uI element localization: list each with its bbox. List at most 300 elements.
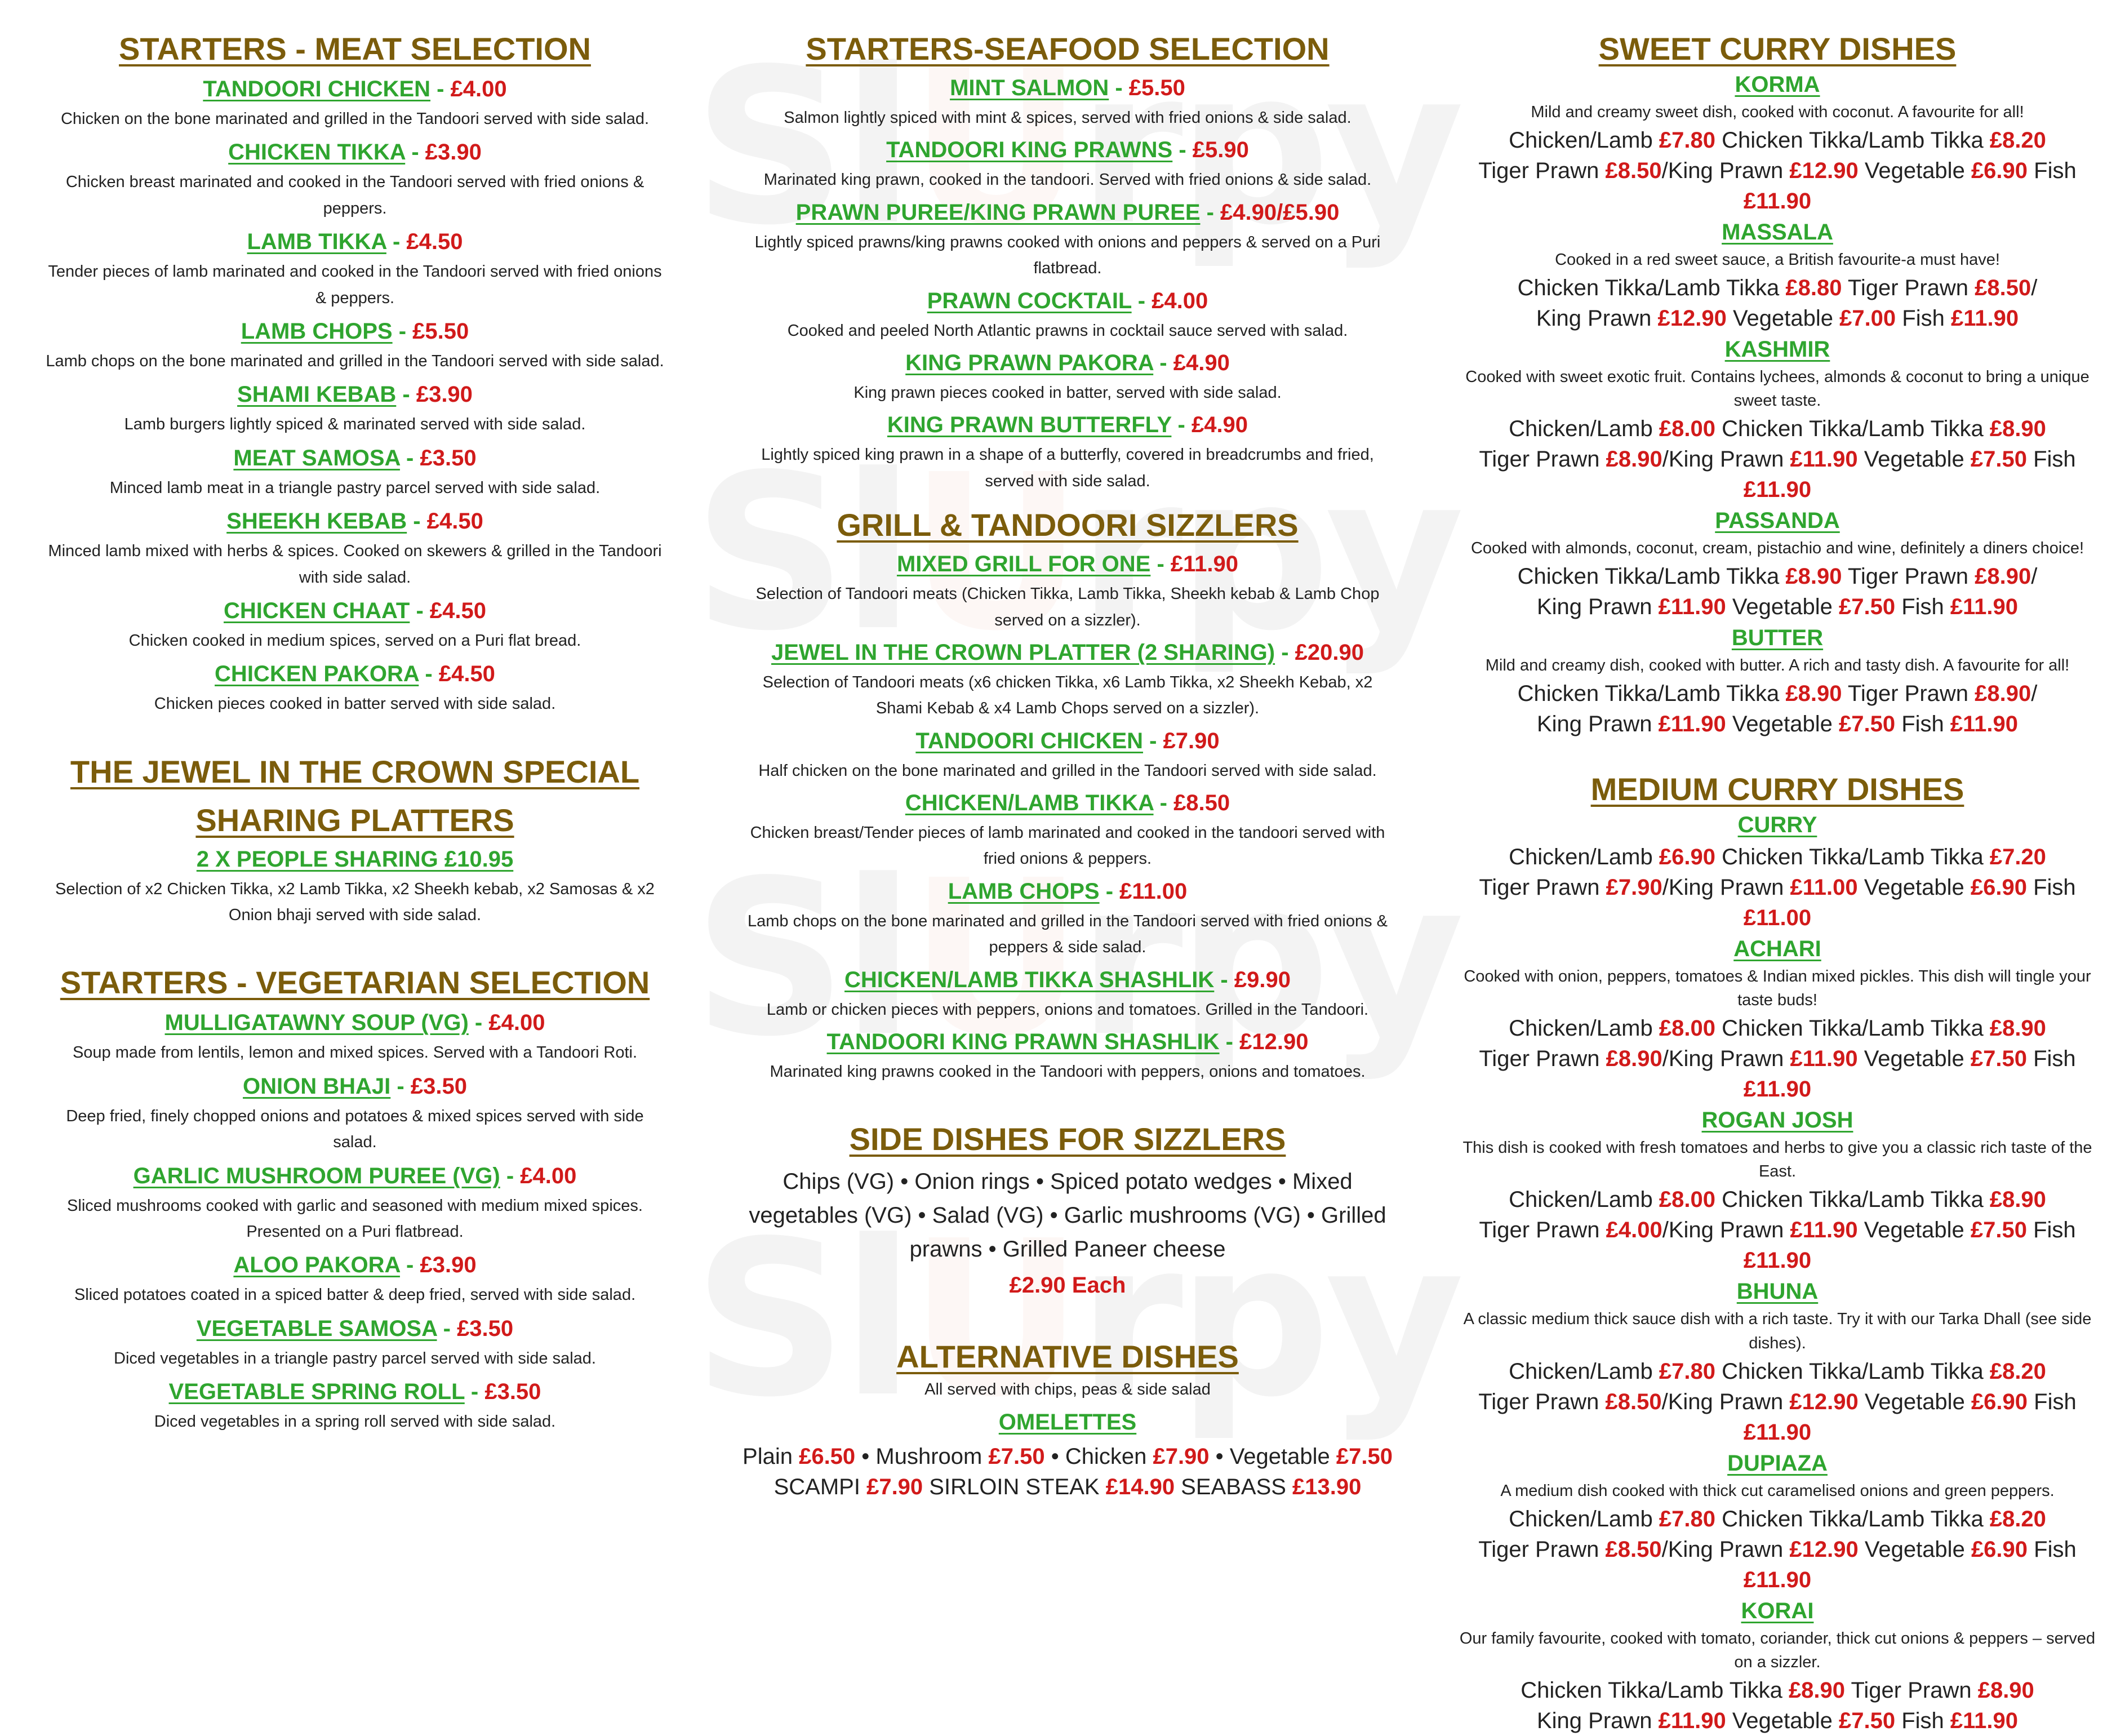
separator: - xyxy=(392,318,413,344)
price: £11.90 xyxy=(1950,712,2019,737)
price-line xyxy=(1442,444,2113,505)
item-description: Lamb burgers lightly spiced & marinated served with side salad. xyxy=(124,415,586,434)
price-label: /King Prawn xyxy=(1661,158,1790,184)
price: £8.20 xyxy=(1989,128,2046,153)
item-name: BHUNA xyxy=(1736,1279,1819,1304)
price: £8.50 xyxy=(1605,158,1662,184)
price: £13.90 xyxy=(1292,1474,1362,1499)
price-label: Tiger Prawn xyxy=(1478,1537,1606,1562)
price-label: Fish xyxy=(2026,1218,2076,1243)
price-line xyxy=(1442,1675,2113,1706)
separator: - xyxy=(500,1163,521,1188)
price: £8.50 xyxy=(1605,1537,1662,1562)
price: £6.50 xyxy=(799,1444,856,1469)
price-line xyxy=(1442,156,2113,216)
item-name: DUPIAZA xyxy=(1727,1450,1828,1476)
item-description: Minced lamb mixed with herbs & spices. Cooked on skewers & grilled in the Tandoori with side salad. xyxy=(48,542,662,587)
curry-item xyxy=(1442,219,2113,334)
item-price: £3.50 xyxy=(484,1379,541,1405)
menu-item xyxy=(23,228,687,311)
price-label: Fish xyxy=(2028,1537,2077,1562)
item-description: Diced vegetables in a spring roll served with side salad. xyxy=(154,1413,556,1431)
price-label: /King Prawn xyxy=(1662,447,1790,472)
price: £7.50 xyxy=(1970,447,2027,472)
price-label: Vegetable xyxy=(1858,1389,1971,1414)
price-line xyxy=(1442,872,2113,933)
price: £11.90 xyxy=(1743,189,1812,214)
section-title: STARTERS-SEAFOOD SELECTION xyxy=(806,31,1330,66)
price-label: Vegetable xyxy=(1857,875,1971,900)
price-label: • Chicken xyxy=(1044,1444,1153,1469)
price: £8.00 xyxy=(1659,1187,1715,1213)
price-label: /King Prawn xyxy=(1662,1046,1790,1072)
item-name: MIXED GRILL FOR ONE xyxy=(896,552,1151,577)
menu-column-left xyxy=(23,0,687,1503)
item-price: £4.00 xyxy=(450,77,507,101)
price: £8.90 xyxy=(1606,447,1662,472)
price-line xyxy=(1442,1706,2113,1736)
price-label: Vegetable xyxy=(1857,447,1971,472)
section-starters-seafood xyxy=(721,29,1414,494)
price: £8.80 xyxy=(1785,276,1842,301)
item-price: £4.00 xyxy=(520,1163,577,1188)
item-name: VEGETABLE SPRING ROLL xyxy=(168,1379,465,1405)
price-label: King Prawn xyxy=(1536,1708,1659,1733)
separator: - xyxy=(1099,878,1120,904)
item-price: £4.50 xyxy=(406,229,463,255)
price-label: /King Prawn xyxy=(1662,1218,1790,1243)
curry-item xyxy=(1442,1278,2113,1447)
item-name: PRAWN COCKTAIL xyxy=(927,288,1132,313)
price-label: Tiger Prawn xyxy=(1479,447,1606,472)
price-line xyxy=(1442,1387,2113,1448)
price: £7.20 xyxy=(1989,845,2046,870)
price-label: Tiger Prawn xyxy=(1478,158,1606,184)
price-label: / xyxy=(2031,564,2038,589)
menu-item xyxy=(721,199,1414,282)
item-name: TANDOORI KING PRAWNS xyxy=(886,137,1173,163)
item-description: Salmon lightly spiced with mint & spices, served with fried onions & side salad. xyxy=(784,109,1352,127)
price: £11.90 xyxy=(1790,447,1858,472)
item-description: Lightly spiced prawns/king prawns cooked with onions and peppers & served on a Puri flatbread. xyxy=(754,233,1381,278)
curry-item xyxy=(1442,935,2113,1104)
price: £8.50 xyxy=(1975,276,2031,301)
item-name: TANDOORI KING PRAWN SHASHLIK xyxy=(826,1029,1220,1055)
price: £12.90 xyxy=(1789,158,1859,184)
section-side-dishes xyxy=(721,1120,1414,1302)
item-name: OMELETTES xyxy=(998,1409,1137,1435)
separator: - xyxy=(1200,199,1221,225)
separator: - xyxy=(1214,967,1234,992)
separator: - xyxy=(1172,137,1193,163)
price-label: King Prawn xyxy=(1536,594,1659,620)
price: £11.90 xyxy=(1658,1708,1726,1733)
price-line xyxy=(1442,561,2113,592)
menu-column-right xyxy=(1442,0,2113,1733)
price: £12.90 xyxy=(1789,1389,1859,1414)
price-label: Chicken/Lamb xyxy=(1509,845,1659,870)
menu-item xyxy=(23,846,687,929)
item-name: LAMB CHOPS xyxy=(241,318,393,344)
item-list xyxy=(23,1009,687,1435)
curry-item xyxy=(1442,1107,2113,1276)
menu-item xyxy=(721,287,1414,344)
price: £12.90 xyxy=(1789,1537,1859,1562)
price: £7.50 xyxy=(988,1444,1045,1469)
section-sweet-curry xyxy=(1442,29,2113,739)
section-title: GRILL & TANDOORI SIZZLERS xyxy=(837,507,1299,543)
price-label: King Prawn xyxy=(1536,712,1659,737)
item-name: CHICKEN TIKKA xyxy=(228,140,406,165)
price-label: Chicken Tikka/Lamb Tikka xyxy=(1715,845,1990,870)
price: £7.90 xyxy=(866,1474,923,1499)
separator: - xyxy=(1153,350,1173,375)
menu-item xyxy=(721,966,1414,1023)
item-description: Chicken breast/Tender pieces of lamb marinated and cooked in the tandoori served with fried onions & peppers. xyxy=(750,824,1385,868)
section-subtitle: SHARING PLATTERS xyxy=(195,802,514,838)
menu-item xyxy=(23,660,687,717)
item-price: £11.90 xyxy=(1170,552,1239,577)
price-line xyxy=(1442,125,2113,156)
price-label: SIRLOIN STEAK xyxy=(923,1474,1106,1499)
separator: - xyxy=(1275,640,1295,665)
item-description: Cooked and peeled North Atlantic prawns in cocktail sauce served with salad. xyxy=(787,321,1348,340)
price-label: • Vegetable xyxy=(1209,1444,1336,1469)
price-label: / xyxy=(2031,681,2038,707)
price-label: / xyxy=(2031,276,2038,301)
price: £11.90 xyxy=(1790,1046,1858,1072)
item-name: TANDOORI CHICKEN xyxy=(203,77,431,101)
price-line xyxy=(1442,1215,2113,1276)
price: £8.90 xyxy=(1989,1016,2046,1041)
curry-item xyxy=(1442,71,2113,216)
item-description: Cooked in a red sweet sauce, a British favourite-a must have! xyxy=(1555,251,2000,269)
item-price: £9.90 xyxy=(1234,967,1291,992)
item-description: Chicken pieces cooked in batter served with side salad. xyxy=(154,695,556,713)
item-list xyxy=(721,550,1414,1085)
price: £11.90 xyxy=(1743,1419,1812,1445)
item-price: £8.50 xyxy=(1173,791,1230,816)
item-list xyxy=(1442,71,2113,739)
section-alternative-dishes xyxy=(721,1337,1414,1502)
item-name: SHAMI KEBAB xyxy=(237,382,397,407)
price: £11.90 xyxy=(1743,1567,1812,1592)
price-label: Fish xyxy=(1895,594,1950,620)
item-description: Chicken breast marinated and cooked in the Tandoori served with fried onions & peppers. xyxy=(65,173,644,217)
menu-item xyxy=(23,1162,687,1245)
price-line xyxy=(1442,842,2113,872)
price: £4.00 xyxy=(1606,1218,1662,1243)
item-name: JEWEL IN THE CROWN PLATTER (2 SHARING) xyxy=(771,640,1275,665)
price-line xyxy=(721,1472,1414,1502)
price: £8.20 xyxy=(1989,1506,2046,1531)
price: £6.90 xyxy=(1659,845,1715,870)
item-name: CHICKEN/LAMB TIKKA SHASHLIK xyxy=(844,967,1215,992)
menu-item xyxy=(721,411,1414,494)
price-line xyxy=(1442,1504,2113,1534)
menu-item xyxy=(23,1073,687,1156)
item-name: KING PRAWN BUTTERFLY xyxy=(887,412,1172,438)
item-description: Minced lamb meat in a triangle pastry parcel served with side salad. xyxy=(109,478,601,497)
price-label: Chicken Tikka/Lamb Tikka xyxy=(1715,1506,1990,1531)
price-label: Fish xyxy=(1895,1708,1950,1733)
separator: - xyxy=(1219,1029,1240,1055)
price-label: Vegetable xyxy=(1726,712,1839,737)
section-title: SIDE DISHES FOR SIZZLERS xyxy=(849,1121,1286,1157)
price: £8.90 xyxy=(1975,681,2031,707)
price: £7.50 xyxy=(1838,1708,1896,1733)
price: £11.90 xyxy=(1950,594,2019,620)
price-label: Chicken/Lamb xyxy=(1509,1358,1659,1384)
item-name: LAMB TIKKA xyxy=(247,229,386,255)
price: £7.50 xyxy=(1970,1218,2027,1243)
separator: - xyxy=(386,229,407,255)
section-grill-sizzlers xyxy=(721,505,1414,1085)
item-name: BUTTER xyxy=(1731,625,1824,651)
price-label: Fish xyxy=(2026,875,2076,900)
section-title: SWEET CURRY DISHES xyxy=(1598,31,1957,66)
price: £8.00 xyxy=(1659,416,1715,442)
item-price: £7.90 xyxy=(1163,728,1220,753)
section-starters-meat xyxy=(23,29,687,717)
price: £11.00 xyxy=(1790,875,1858,900)
price-label: Tiger Prawn xyxy=(1478,1389,1606,1414)
separator: - xyxy=(1153,791,1174,816)
menu-item xyxy=(23,597,687,654)
item-description: Deep fried, finely chopped onions and potatoes & mixed spices served with side salad. xyxy=(66,1107,644,1152)
item-name: CHICKEN CHAAT xyxy=(223,598,410,623)
separator: - xyxy=(1131,288,1152,313)
item-name: KASHMIR xyxy=(1724,337,1830,362)
price-label: Tiger Prawn xyxy=(1842,276,1975,301)
item-price: £5.50 xyxy=(1128,76,1185,100)
menu-item xyxy=(23,508,687,590)
price-line xyxy=(1442,1356,2113,1387)
price: £8.90 xyxy=(1785,564,1842,589)
price: £6.90 xyxy=(1971,1537,2028,1562)
section-medium-curry xyxy=(1442,770,2113,1735)
item-price: £3.90 xyxy=(425,140,482,165)
price-label: Fish xyxy=(2026,447,2076,472)
menu-item xyxy=(23,1009,687,1065)
price-label: Fish xyxy=(1895,712,1950,737)
menu-item xyxy=(721,789,1414,872)
price-label: /King Prawn xyxy=(1661,1537,1790,1562)
price-label: Fish xyxy=(2028,1389,2077,1414)
item-price: £4.50 xyxy=(438,661,495,687)
item-name: MEAT SAMOSA xyxy=(233,445,400,470)
item-description: A classic medium thick sauce dish with a rich taste. Try it with our Tarka Dhall (see side dishes). xyxy=(1463,1310,2092,1352)
price-label: Chicken Tikka/Lamb Tikka xyxy=(1715,1358,1990,1384)
item-description: A medium dish cooked with thick cut caramelised onions and green peppers. xyxy=(1500,1481,2055,1500)
item-name: GARLIC MUSHROOM PUREE (VG) xyxy=(133,1163,500,1188)
price: £6.90 xyxy=(1971,1389,2028,1414)
side-dishes-price: £2.90 Each xyxy=(1009,1273,1126,1298)
item-name: CURRY xyxy=(1737,812,1817,838)
price: £11.90 xyxy=(1658,712,1726,737)
price: £8.50 xyxy=(1605,1389,1662,1414)
price-label: Tiger Prawn xyxy=(1479,1218,1606,1243)
item-description: Cooked with almonds, coconut, cream, pistachio and wine, definitely a diners choice! xyxy=(1470,539,2084,558)
price-label: Vegetable xyxy=(1857,1046,1971,1072)
item-price: £4.50 xyxy=(426,509,483,534)
item-price: £12.90 xyxy=(1239,1029,1309,1055)
item-list xyxy=(721,74,1414,494)
price-label: Vegetable xyxy=(1726,306,1840,331)
item-name: 2 X PEOPLE SHARING £10.95 xyxy=(196,846,514,872)
item-name: ROGAN JOSH xyxy=(1701,1108,1853,1133)
section-title: STARTERS - MEAT SELECTION xyxy=(119,31,591,66)
price-label: Tiger Prawn xyxy=(1845,1677,1978,1703)
price-line xyxy=(1442,1184,2113,1215)
price: £7.80 xyxy=(1659,1358,1715,1384)
separator: - xyxy=(468,1010,489,1036)
separator: - xyxy=(390,1073,411,1099)
item-name: VEGETABLE SAMOSA xyxy=(196,1316,437,1341)
price: £7.50 xyxy=(1838,594,1896,620)
price: £8.90 xyxy=(1977,1677,2034,1703)
price: £11.90 xyxy=(1950,306,2019,331)
price-label: Vegetable xyxy=(1858,158,1971,184)
separator: - xyxy=(437,1316,457,1341)
price: £11.00 xyxy=(1743,905,1812,931)
side-dishes-list: Chips (VG) • Onion rings • Spiced potato wedges • Mixed vegetables (VG) • Salad (VG) • Garlic mushrooms (VG) • Grilled prawns • Grilled Paneer cheese xyxy=(749,1169,1386,1262)
price-label: Fish xyxy=(2026,1046,2076,1072)
separator: - xyxy=(407,509,427,534)
price-line xyxy=(1442,414,2113,444)
menu-item xyxy=(23,1251,687,1308)
item-price: £4.90/£5.90 xyxy=(1220,199,1340,225)
price: £11.90 xyxy=(1743,1077,1812,1102)
item-price: £4.50 xyxy=(429,598,486,623)
price-label: Chicken/Lamb xyxy=(1509,1016,1659,1041)
price: £8.90 xyxy=(1788,1677,1846,1703)
separator: - xyxy=(399,445,420,470)
menu-column-middle xyxy=(721,0,1414,1503)
section-starters-veg xyxy=(23,963,687,1435)
item-price: £4.00 xyxy=(488,1010,545,1036)
curry-item xyxy=(1442,507,2113,622)
item-description: Lamb or chicken pieces with peppers, onions and tomatoes. Grilled in the Tandoori. xyxy=(766,1000,1369,1019)
price: £8.90 xyxy=(1975,564,2031,589)
price: £11.90 xyxy=(1743,1248,1812,1273)
item-description: Cooked with onion, peppers, tomatoes & Indian mixed pickles. This dish will tingle your taste buds! xyxy=(1464,967,2091,1010)
item-description: Soup made from lentils, lemon and mixed spices. Served with a Tandoori Roti. xyxy=(72,1044,638,1062)
price-label: Chicken Tikka/Lamb Tikka xyxy=(1517,681,1786,707)
price-label: Chicken/Lamb xyxy=(1509,1187,1659,1213)
item-description: Chicken cooked in medium spices, served on a Puri flat bread. xyxy=(128,631,581,650)
separator: - xyxy=(430,77,451,101)
item-name: SHEEKH KEBAB xyxy=(226,509,407,534)
item-name: TANDOORI CHICKEN xyxy=(915,728,1144,753)
menu-item xyxy=(23,318,687,374)
price-line xyxy=(1442,273,2113,303)
item-name: KING PRAWN PAKORA xyxy=(905,350,1154,375)
price: £8.90 xyxy=(1989,1187,2046,1213)
price-line xyxy=(1442,1534,2113,1595)
price: £11.90 xyxy=(1658,594,1726,620)
item-description: King prawn pieces cooked in batter, served with side salad. xyxy=(853,383,1282,402)
price-label: Chicken Tikka/Lamb Tikka xyxy=(1517,564,1786,589)
menu-item xyxy=(23,1315,687,1371)
price: £7.90 xyxy=(1153,1444,1210,1469)
price-label: Vegetable xyxy=(1858,1537,1971,1562)
price: £8.90 xyxy=(1989,416,2046,442)
item-price: £5.90 xyxy=(1192,137,1249,163)
price: £11.90 xyxy=(1790,1218,1858,1243)
price-label: Vegetable xyxy=(1726,1708,1839,1733)
price-label: Fish xyxy=(2028,158,2077,184)
price: £8.00 xyxy=(1659,1016,1715,1041)
price-label: /King Prawn xyxy=(1661,1389,1790,1414)
price-line xyxy=(1442,592,2113,622)
menu-item xyxy=(23,139,687,221)
item-price: £20.90 xyxy=(1295,640,1364,665)
menu-item xyxy=(721,727,1414,784)
price-line xyxy=(1442,709,2113,739)
item-description: Lamb chops on the bone marinated and grilled in the Tandoori served with fried onions & peppers & side salad. xyxy=(747,912,1388,957)
price: £11.90 xyxy=(1743,477,1812,503)
item-description: Mild and creamy dish, cooked with butter. A rich and tasty dish. A favourite for all! xyxy=(1485,656,2070,675)
item-name: PASSANDA xyxy=(1715,508,1840,534)
item-description: Tender pieces of lamb marinated and cooked in the Tandoori served with fried onions & peppers. xyxy=(48,263,662,307)
item-description: Cooked with sweet exotic fruit. Contains lychees, almonds & coconut to bring a unique sweet taste. xyxy=(1465,368,2090,410)
price-line xyxy=(1442,303,2113,334)
price-line xyxy=(1442,1044,2113,1104)
item-price: £3.90 xyxy=(420,1253,477,1278)
section-title: MEDIUM CURRY DISHES xyxy=(1590,771,1964,807)
price: £7.50 xyxy=(1336,1444,1393,1469)
item-name: MINT SALMON xyxy=(950,76,1109,100)
price: £7.50 xyxy=(1970,1046,2027,1072)
price: £11.90 xyxy=(1950,1708,2019,1733)
price: £8.90 xyxy=(1785,681,1842,707)
separator: - xyxy=(410,598,430,623)
item-description: Lamb chops on the bone marinated and grilled in the Tandoori served with side salad. xyxy=(46,352,664,370)
price: £12.90 xyxy=(1657,306,1727,331)
item-name: ALOO PAKORA xyxy=(233,1253,400,1278)
price: £7.80 xyxy=(1659,1506,1715,1531)
price-label: Tiger Prawn xyxy=(1842,564,1975,589)
item-description: Selection of Tandoori meats (Chicken Tikka, Lamb Tikka, Sheekh kebab & Lamb Chop served on a sizzler). xyxy=(755,585,1380,629)
separator: - xyxy=(1143,728,1163,753)
separator: - xyxy=(419,661,439,687)
separator: - xyxy=(396,382,416,407)
price-label: • Mushroom xyxy=(855,1444,989,1469)
item-description: Chicken on the bone marinated and grilled in the Tandoori served with side salad. xyxy=(60,110,650,128)
item-price: £11.00 xyxy=(1119,878,1188,904)
menu-item xyxy=(721,349,1414,406)
item-name: KORMA xyxy=(1735,72,1820,97)
price-label: SCAMPI xyxy=(773,1474,867,1499)
menu-item xyxy=(23,381,687,437)
item-description: Sliced potatoes coated in a spiced batter & deep fried, served with side salad. xyxy=(74,1286,636,1304)
item-price: £3.50 xyxy=(420,445,477,470)
item-description: Marinated king prawn, cooked in the tandoori. Served with fried onions & side salad. xyxy=(763,171,1372,189)
price: £7.00 xyxy=(1839,306,1896,331)
section-title: ALTERNATIVE DISHES xyxy=(896,1339,1239,1375)
item-description: Our family favourite, cooked with tomato, coriander, thick cut onions & peppers – served on a sizzler. xyxy=(1459,1629,2096,1671)
price-label: Chicken/Lamb xyxy=(1509,128,1659,153)
price: £14.90 xyxy=(1105,1474,1175,1499)
menu-item xyxy=(721,74,1414,131)
section-jewel-special xyxy=(23,752,687,929)
curry-item xyxy=(1442,811,2113,933)
item-list xyxy=(1442,811,2113,1735)
price-label: Chicken Tikka/Lamb Tikka xyxy=(1715,1016,1990,1041)
item-description: Sliced mushrooms cooked with garlic and seasoned with medium mixed spices. Presented on a Puri flatbread. xyxy=(67,1196,643,1241)
item-name: LAMB CHOPS xyxy=(948,878,1100,904)
